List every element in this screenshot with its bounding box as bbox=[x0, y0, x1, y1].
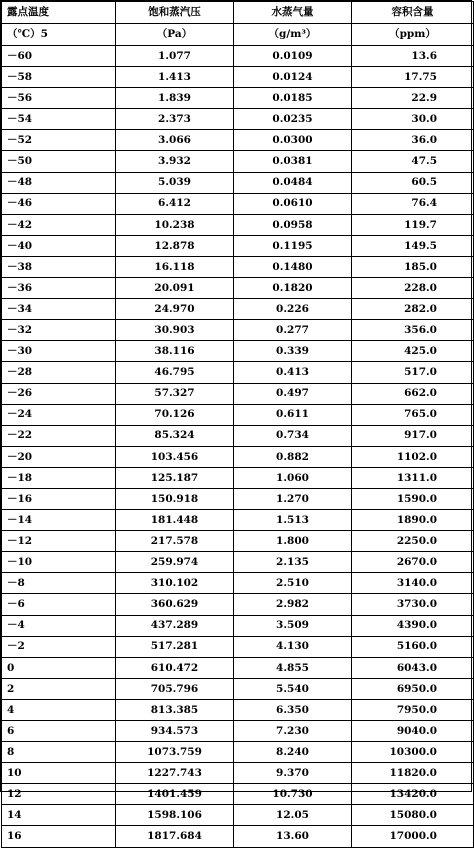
saturation-pressure-cell: 181.448 bbox=[116, 510, 234, 531]
volume-content-cell: 917.0 bbox=[352, 425, 474, 446]
dew-point-cell: －42 bbox=[2, 214, 116, 235]
table-row bbox=[2, 299, 474, 320]
volume-content-cell: 13.6 bbox=[352, 46, 474, 67]
dew-point-cell: －32 bbox=[2, 320, 116, 341]
dew-point-cell: －24 bbox=[2, 404, 116, 425]
saturation-pressure-cell: 1598.106 bbox=[116, 805, 234, 826]
dew-point-cell: －4 bbox=[2, 615, 116, 636]
saturation-pressure-cell: 16.118 bbox=[116, 256, 234, 277]
saturation-pressure-cell: 1817.684 bbox=[116, 826, 234, 847]
table-row bbox=[2, 826, 474, 847]
water-vapor-cell: 4.855 bbox=[234, 657, 352, 678]
water-vapor-cell: 0.0300 bbox=[234, 130, 352, 151]
volume-content-cell: 2250.0 bbox=[352, 531, 474, 552]
volume-content-cell: 228.0 bbox=[352, 278, 474, 299]
water-vapor-cell: 0.226 bbox=[234, 299, 352, 320]
table-body bbox=[2, 46, 474, 848]
table-row bbox=[2, 721, 474, 742]
dew-point-cell: －50 bbox=[2, 151, 116, 172]
water-vapor-cell: 0.0381 bbox=[234, 151, 352, 172]
water-vapor-cell: 1.800 bbox=[234, 531, 352, 552]
saturation-pressure-cell: 360.629 bbox=[116, 594, 234, 615]
dew-point-cell: 6 bbox=[2, 721, 116, 742]
dew-point-cell: －40 bbox=[2, 235, 116, 256]
dew-point-cell: 10 bbox=[2, 763, 116, 784]
header-water-vapor: 水蒸气量 bbox=[234, 2, 352, 24]
table-row bbox=[2, 446, 474, 467]
saturation-pressure-cell: 38.116 bbox=[116, 341, 234, 362]
water-vapor-cell: 10.730 bbox=[234, 784, 352, 805]
saturation-pressure-cell: 1073.759 bbox=[116, 742, 234, 763]
header-dew-point: 露点温度 bbox=[2, 2, 116, 24]
saturation-pressure-cell: 610.472 bbox=[116, 657, 234, 678]
table-row bbox=[2, 130, 474, 151]
water-vapor-cell: 0.0235 bbox=[234, 109, 352, 130]
dew-point-cell: －20 bbox=[2, 446, 116, 467]
volume-content-cell: 356.0 bbox=[352, 320, 474, 341]
table-row bbox=[2, 467, 474, 488]
saturation-pressure-cell: 10.238 bbox=[116, 214, 234, 235]
table-row bbox=[2, 805, 474, 826]
volume-content-cell: 47.5 bbox=[352, 151, 474, 172]
volume-content-cell: 13420.0 bbox=[352, 784, 474, 805]
table-row bbox=[2, 193, 474, 214]
dew-point-cell: －8 bbox=[2, 573, 116, 594]
saturation-pressure-cell: 3.932 bbox=[116, 151, 234, 172]
table-row bbox=[2, 88, 474, 109]
volume-content-cell: 15080.0 bbox=[352, 805, 474, 826]
water-vapor-cell: 0.1480 bbox=[234, 256, 352, 277]
table-row bbox=[2, 214, 474, 235]
volume-content-cell: 5160.0 bbox=[352, 636, 474, 657]
saturation-pressure-cell: 30.903 bbox=[116, 320, 234, 341]
saturation-pressure-cell: 20.091 bbox=[116, 278, 234, 299]
table-row bbox=[2, 488, 474, 509]
saturation-pressure-cell: 934.573 bbox=[116, 721, 234, 742]
unit-saturation-pressure: （Pa） bbox=[116, 24, 234, 46]
water-vapor-cell: 0.497 bbox=[234, 383, 352, 404]
header-saturation-pressure: 饱和蒸汽压 bbox=[116, 2, 234, 24]
saturation-pressure-cell: 1227.743 bbox=[116, 763, 234, 784]
volume-content-cell: 6043.0 bbox=[352, 657, 474, 678]
water-vapor-cell: 2.982 bbox=[234, 594, 352, 615]
dew-point-cell: －10 bbox=[2, 552, 116, 573]
dew-point-table bbox=[1, 1, 474, 848]
dew-point-cell: －18 bbox=[2, 467, 116, 488]
water-vapor-cell: 0.1195 bbox=[234, 235, 352, 256]
water-vapor-cell: 9.370 bbox=[234, 763, 352, 784]
volume-content-cell: 1890.0 bbox=[352, 510, 474, 531]
water-vapor-cell: 0.611 bbox=[234, 404, 352, 425]
water-vapor-cell: 0.0124 bbox=[234, 67, 352, 88]
water-vapor-cell: 0.277 bbox=[234, 320, 352, 341]
volume-content-cell: 119.7 bbox=[352, 214, 474, 235]
saturation-pressure-cell: 70.126 bbox=[116, 404, 234, 425]
dew-point-cell: －6 bbox=[2, 594, 116, 615]
table-row bbox=[2, 510, 474, 531]
volume-content-cell: 517.0 bbox=[352, 362, 474, 383]
dew-point-cell: －34 bbox=[2, 299, 116, 320]
saturation-pressure-cell: 150.918 bbox=[116, 488, 234, 509]
volume-content-cell: 6950.0 bbox=[352, 678, 474, 699]
volume-content-cell: 11820.0 bbox=[352, 763, 474, 784]
volume-content-cell: 17.75 bbox=[352, 67, 474, 88]
water-vapor-cell: 2.135 bbox=[234, 552, 352, 573]
table-header bbox=[2, 2, 474, 46]
volume-content-cell: 17000.0 bbox=[352, 826, 474, 847]
volume-content-cell: 4390.0 bbox=[352, 615, 474, 636]
water-vapor-cell: 12.05 bbox=[234, 805, 352, 826]
dew-point-cell: －26 bbox=[2, 383, 116, 404]
dew-point-cell: －46 bbox=[2, 193, 116, 214]
dew-point-cell: －22 bbox=[2, 425, 116, 446]
saturation-pressure-cell: 103.456 bbox=[116, 446, 234, 467]
table-row bbox=[2, 678, 474, 699]
volume-content-cell: 662.0 bbox=[352, 383, 474, 404]
saturation-pressure-cell: 1.077 bbox=[116, 46, 234, 67]
table-row bbox=[2, 341, 474, 362]
volume-content-cell: 3730.0 bbox=[352, 594, 474, 615]
volume-content-cell: 2670.0 bbox=[352, 552, 474, 573]
dew-point-cell: －2 bbox=[2, 636, 116, 657]
dew-point-cell: 14 bbox=[2, 805, 116, 826]
saturation-pressure-cell: 24.970 bbox=[116, 299, 234, 320]
water-vapor-cell: 0.0958 bbox=[234, 214, 352, 235]
table-row bbox=[2, 383, 474, 404]
header-row-titles bbox=[2, 2, 474, 24]
water-vapor-cell: 2.510 bbox=[234, 573, 352, 594]
dew-point-cell: －52 bbox=[2, 130, 116, 151]
dew-point-cell: －60 bbox=[2, 46, 116, 67]
saturation-pressure-cell: 437.289 bbox=[116, 615, 234, 636]
water-vapor-cell: 0.0484 bbox=[234, 172, 352, 193]
water-vapor-cell: 0.882 bbox=[234, 446, 352, 467]
water-vapor-cell: 5.540 bbox=[234, 678, 352, 699]
table-row bbox=[2, 151, 474, 172]
volume-content-cell: 149.5 bbox=[352, 235, 474, 256]
water-vapor-cell: 1.513 bbox=[234, 510, 352, 531]
volume-content-cell: 765.0 bbox=[352, 404, 474, 425]
water-vapor-cell: 0.339 bbox=[234, 341, 352, 362]
table-row bbox=[2, 172, 474, 193]
table-row bbox=[2, 67, 474, 88]
saturation-pressure-cell: 217.578 bbox=[116, 531, 234, 552]
dew-point-cell: －12 bbox=[2, 531, 116, 552]
volume-content-cell: 1590.0 bbox=[352, 488, 474, 509]
saturation-pressure-cell: 57.327 bbox=[116, 383, 234, 404]
header-volume-content: 容积含量 bbox=[352, 2, 474, 24]
table-row bbox=[2, 404, 474, 425]
table-row bbox=[2, 235, 474, 256]
water-vapor-cell: 0.0610 bbox=[234, 193, 352, 214]
table-row bbox=[2, 46, 474, 67]
dew-point-cell: －30 bbox=[2, 341, 116, 362]
volume-content-cell: 9040.0 bbox=[352, 721, 474, 742]
dew-point-cell: 4 bbox=[2, 699, 116, 720]
water-vapor-cell: 0.0109 bbox=[234, 46, 352, 67]
dew-point-cell: 16 bbox=[2, 826, 116, 847]
water-vapor-cell: 6.350 bbox=[234, 699, 352, 720]
volume-content-cell: 30.0 bbox=[352, 109, 474, 130]
volume-content-cell: 1102.0 bbox=[352, 446, 474, 467]
dew-point-cell: －58 bbox=[2, 67, 116, 88]
dew-point-cell: 2 bbox=[2, 678, 116, 699]
saturation-pressure-cell: 813.385 bbox=[116, 699, 234, 720]
table-row bbox=[2, 699, 474, 720]
unit-water-vapor: （g/m³） bbox=[234, 24, 352, 46]
saturation-pressure-cell: 46.795 bbox=[116, 362, 234, 383]
saturation-pressure-cell: 3.066 bbox=[116, 130, 234, 151]
saturation-pressure-cell: 6.412 bbox=[116, 193, 234, 214]
table-row bbox=[2, 109, 474, 130]
volume-content-cell: 7950.0 bbox=[352, 699, 474, 720]
volume-content-cell: 185.0 bbox=[352, 256, 474, 277]
volume-content-cell: 10300.0 bbox=[352, 742, 474, 763]
table-row bbox=[2, 742, 474, 763]
dew-point-cell: －56 bbox=[2, 88, 116, 109]
unit-volume-content: （ppm） bbox=[352, 24, 474, 46]
saturation-pressure-cell: 12.878 bbox=[116, 235, 234, 256]
table-row bbox=[2, 552, 474, 573]
saturation-pressure-cell: 85.324 bbox=[116, 425, 234, 446]
table-row bbox=[2, 784, 474, 805]
water-vapor-cell: 0.734 bbox=[234, 425, 352, 446]
table-row bbox=[2, 763, 474, 784]
dew-point-cell: －54 bbox=[2, 109, 116, 130]
dew-point-cell: －14 bbox=[2, 510, 116, 531]
dew-point-cell: －48 bbox=[2, 172, 116, 193]
unit-dew-point: （℃）5 bbox=[2, 24, 116, 46]
saturation-pressure-cell: 5.039 bbox=[116, 172, 234, 193]
volume-content-cell: 22.9 bbox=[352, 88, 474, 109]
table-row bbox=[2, 615, 474, 636]
volume-content-cell: 1311.0 bbox=[352, 467, 474, 488]
table-row bbox=[2, 573, 474, 594]
water-vapor-cell: 0.1820 bbox=[234, 278, 352, 299]
saturation-pressure-cell: 2.373 bbox=[116, 109, 234, 130]
saturation-pressure-cell: 1401.459 bbox=[116, 784, 234, 805]
water-vapor-cell: 0.413 bbox=[234, 362, 352, 383]
table-row bbox=[2, 657, 474, 678]
saturation-pressure-cell: 517.281 bbox=[116, 636, 234, 657]
dew-point-cell: －16 bbox=[2, 488, 116, 509]
volume-content-cell: 3140.0 bbox=[352, 573, 474, 594]
table-row bbox=[2, 256, 474, 277]
table-row bbox=[2, 531, 474, 552]
table-row bbox=[2, 636, 474, 657]
water-vapor-cell: 4.130 bbox=[234, 636, 352, 657]
dew-point-cell: 8 bbox=[2, 742, 116, 763]
water-vapor-cell: 0.0185 bbox=[234, 88, 352, 109]
saturation-pressure-cell: 1.839 bbox=[116, 88, 234, 109]
saturation-pressure-cell: 259.974 bbox=[116, 552, 234, 573]
saturation-pressure-cell: 705.796 bbox=[116, 678, 234, 699]
saturation-pressure-cell: 310.102 bbox=[116, 573, 234, 594]
dew-point-cell: －36 bbox=[2, 278, 116, 299]
water-vapor-cell: 1.060 bbox=[234, 467, 352, 488]
dew-point-cell: 12 bbox=[2, 784, 116, 805]
volume-content-cell: 60.5 bbox=[352, 172, 474, 193]
dew-point-cell: 0 bbox=[2, 657, 116, 678]
saturation-pressure-cell: 125.187 bbox=[116, 467, 234, 488]
table-row bbox=[2, 362, 474, 383]
header-row-units bbox=[2, 24, 474, 46]
saturation-pressure-cell: 1.413 bbox=[116, 67, 234, 88]
table-row bbox=[2, 425, 474, 446]
table-row bbox=[2, 594, 474, 615]
volume-content-cell: 36.0 bbox=[352, 130, 474, 151]
volume-content-cell: 425.0 bbox=[352, 341, 474, 362]
water-vapor-cell: 7.230 bbox=[234, 721, 352, 742]
water-vapor-cell: 1.270 bbox=[234, 488, 352, 509]
dew-point-cell: －28 bbox=[2, 362, 116, 383]
water-vapor-cell: 8.240 bbox=[234, 742, 352, 763]
table-row bbox=[2, 320, 474, 341]
table-row bbox=[2, 278, 474, 299]
volume-content-cell: 282.0 bbox=[352, 299, 474, 320]
volume-content-cell: 76.4 bbox=[352, 193, 474, 214]
dew-point-cell: －38 bbox=[2, 256, 116, 277]
water-vapor-cell: 13.60 bbox=[234, 826, 352, 847]
water-vapor-cell: 3.509 bbox=[234, 615, 352, 636]
